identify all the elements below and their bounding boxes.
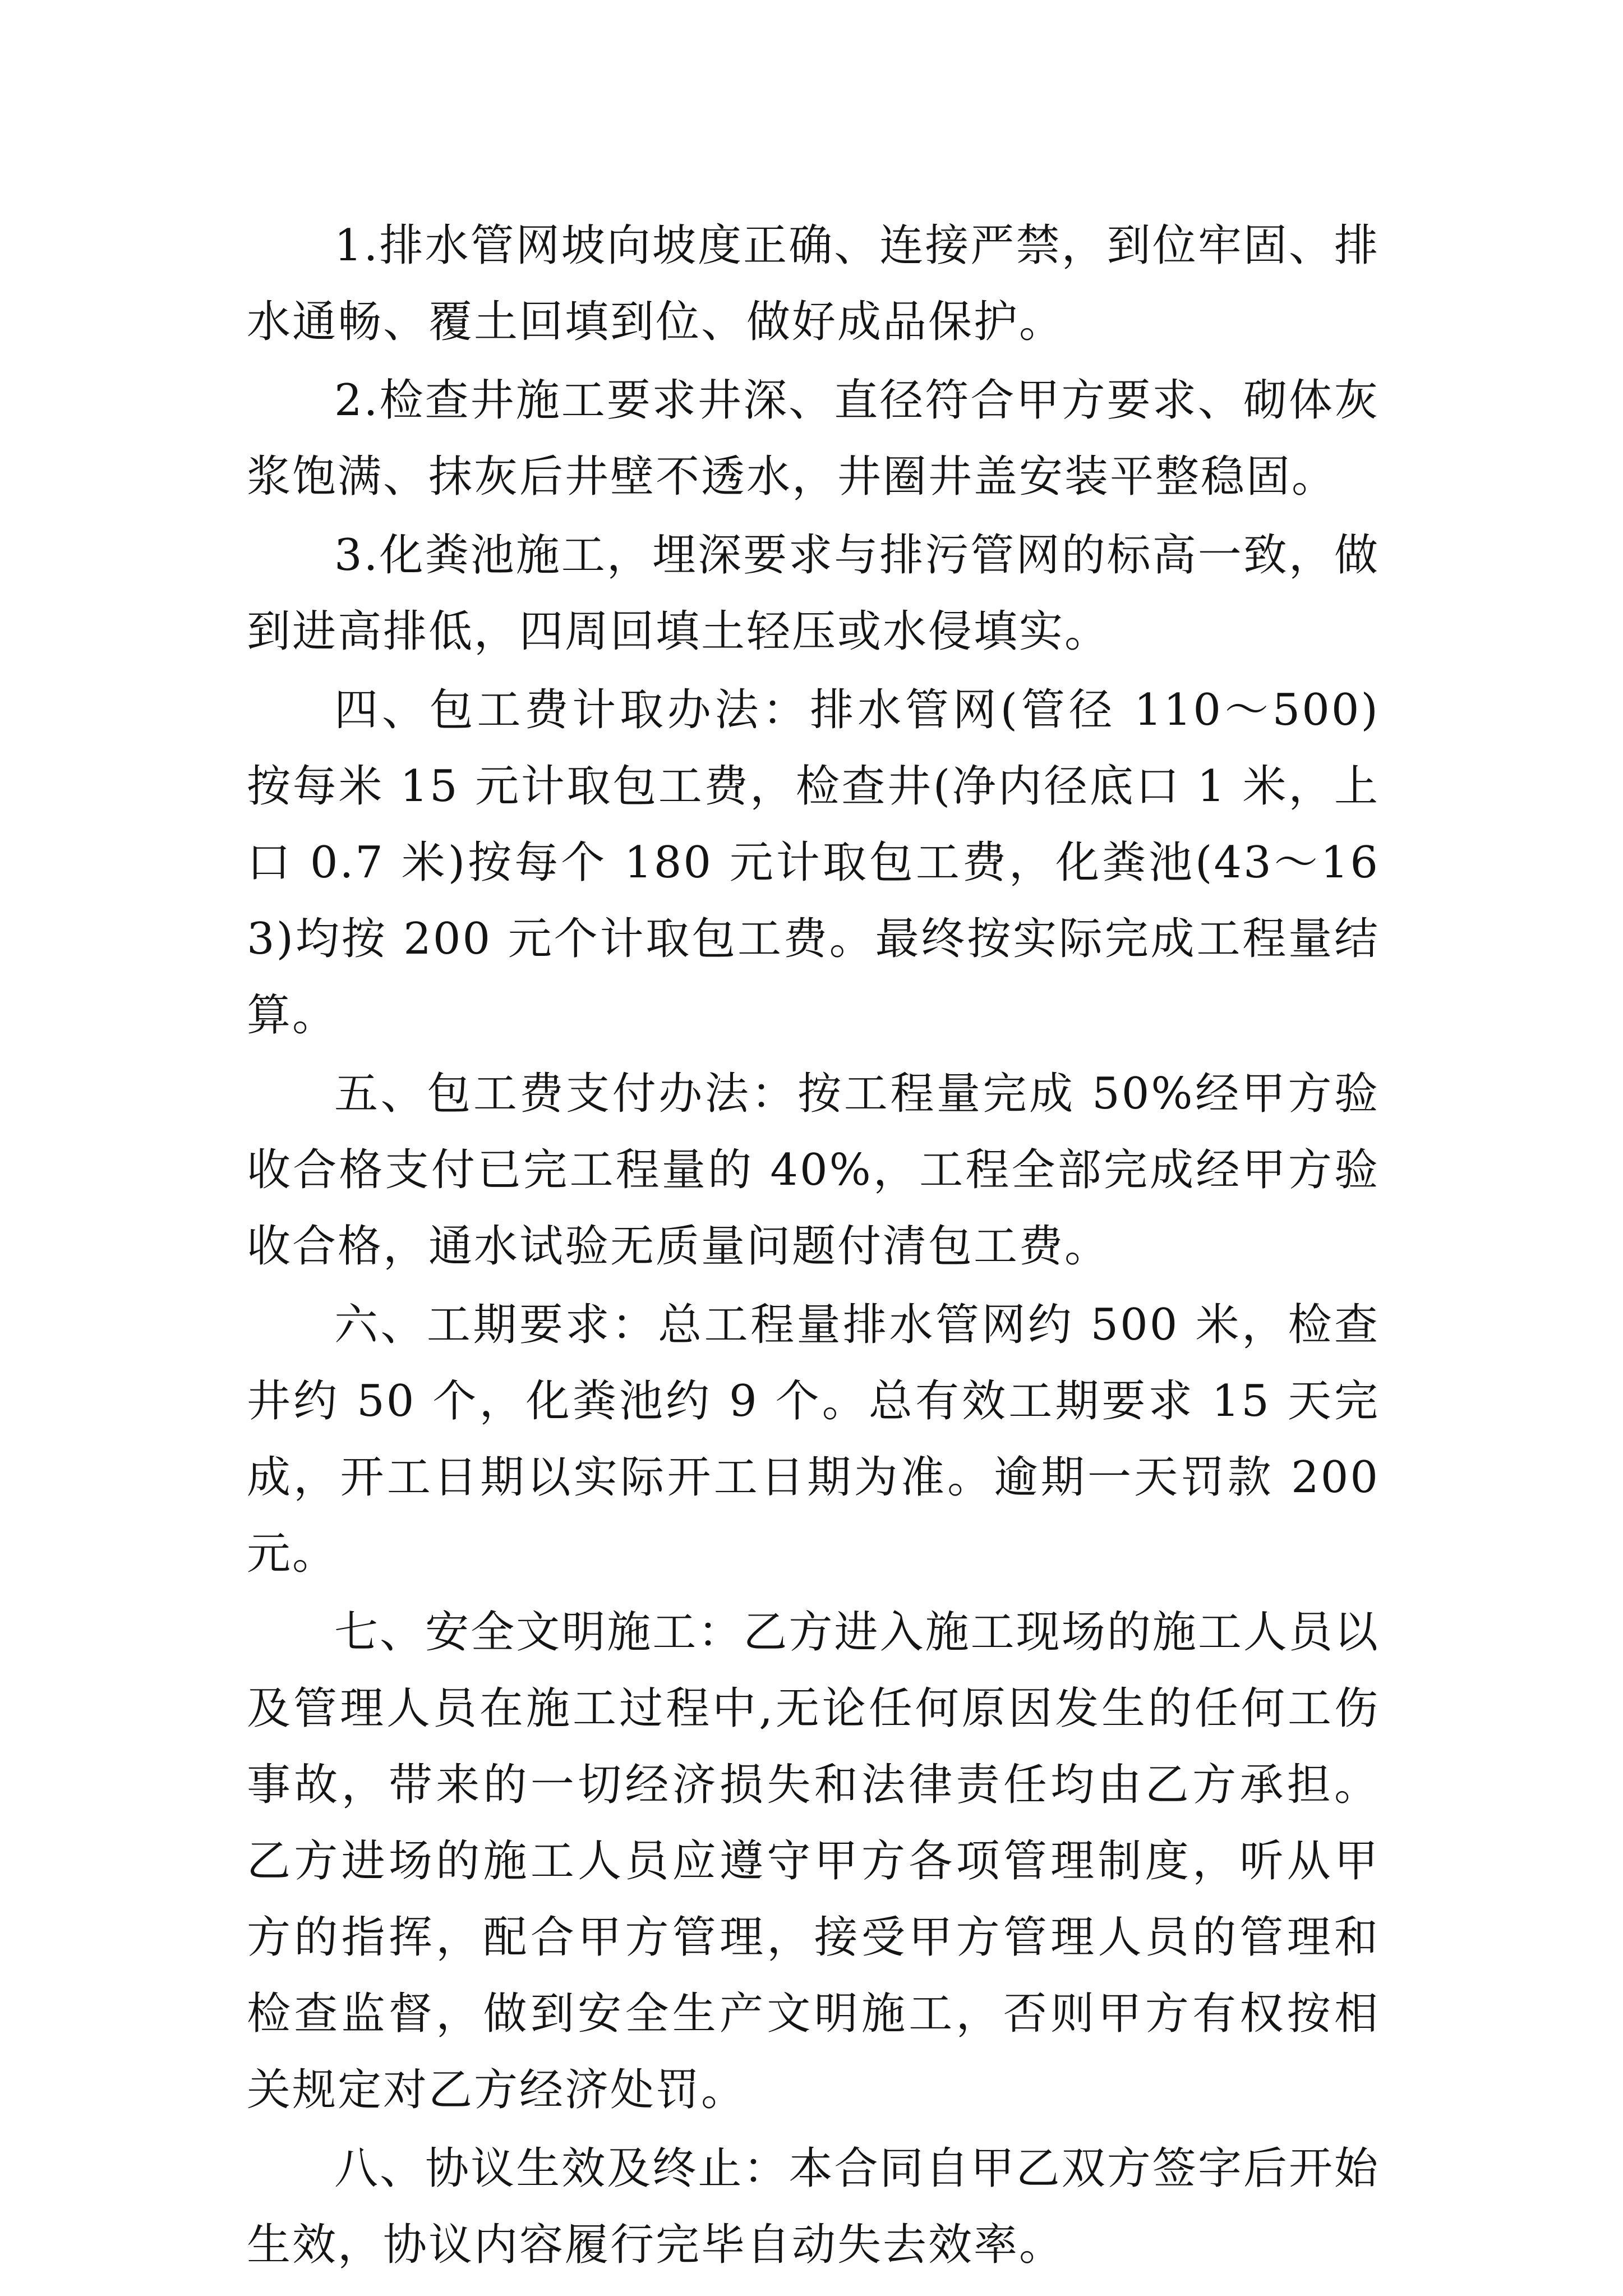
paragraph-drainage-network: 1.排水管网坡向坡度正确、连接严禁，到位牢固、排水通畅、覆土回填到位、做好成品保护。: [247, 220, 1380, 347]
paragraph-schedule: 六、工期要求：总工程量排水管网约 500 米，检查井约 50 个，化粪池约 9 个。总有效工期要求 15 天完成，开工日期以实际开工日期为准。逾期一天罚款 200 元。: [247, 1300, 1380, 1579]
document-body: [247, 208, 1380, 2285]
paragraph-fee-calculation: 四、包工费计取办法：排水管网(管径 110～500)按每米 15 元计取包工费，检查井(净内径底口 1 米，上口 0.7 米)按每个 180 元计取包工费，化粪池(43～163)均按 200 元个计取包工费。最终按实际完成工程量结算。: [247, 685, 1380, 1041]
paragraph-septic-tank: 3.化粪池施工，埋深要求与排污管网的标高一致，做到进高排低，四周回填土轻压或水侵填实。: [247, 530, 1380, 657]
paragraph-inspection-well: 2.检查井施工要求井深、直径符合甲方要求、砌体灰浆饱满、抹灰后井壁不透水，井圈井盖安装平整稳固。: [247, 375, 1380, 502]
paragraph-safety: 七、安全文明施工：乙方进入施工现场的施工人员以及管理人员在施工过程中,无论任何原因发生的任何工伤事故，带来的一切经济损失和法律责任均由乙方承担。乙方进场的施工人员应遵守甲方各项管理制度，听从甲方的指挥，配合甲方管理，接受甲方管理人员的管理和检查监督，做到安全生产文明施工，否则甲方有权按相关规定对乙方经济处罚。: [247, 1607, 1380, 2115]
paragraph-fee-payment: 五、包工费支付办法：按工程量完成 50%经甲方验收合格支付已完工程量的 40%，工程全部完成经甲方验收合格，通水试验无质量问题付清包工费。: [247, 1069, 1380, 1272]
paragraph-effect-termination: 八、协议生效及终止：本合同自甲乙双方签字后开始生效，协议内容履行完毕自动失去效率。: [247, 2143, 1380, 2270]
